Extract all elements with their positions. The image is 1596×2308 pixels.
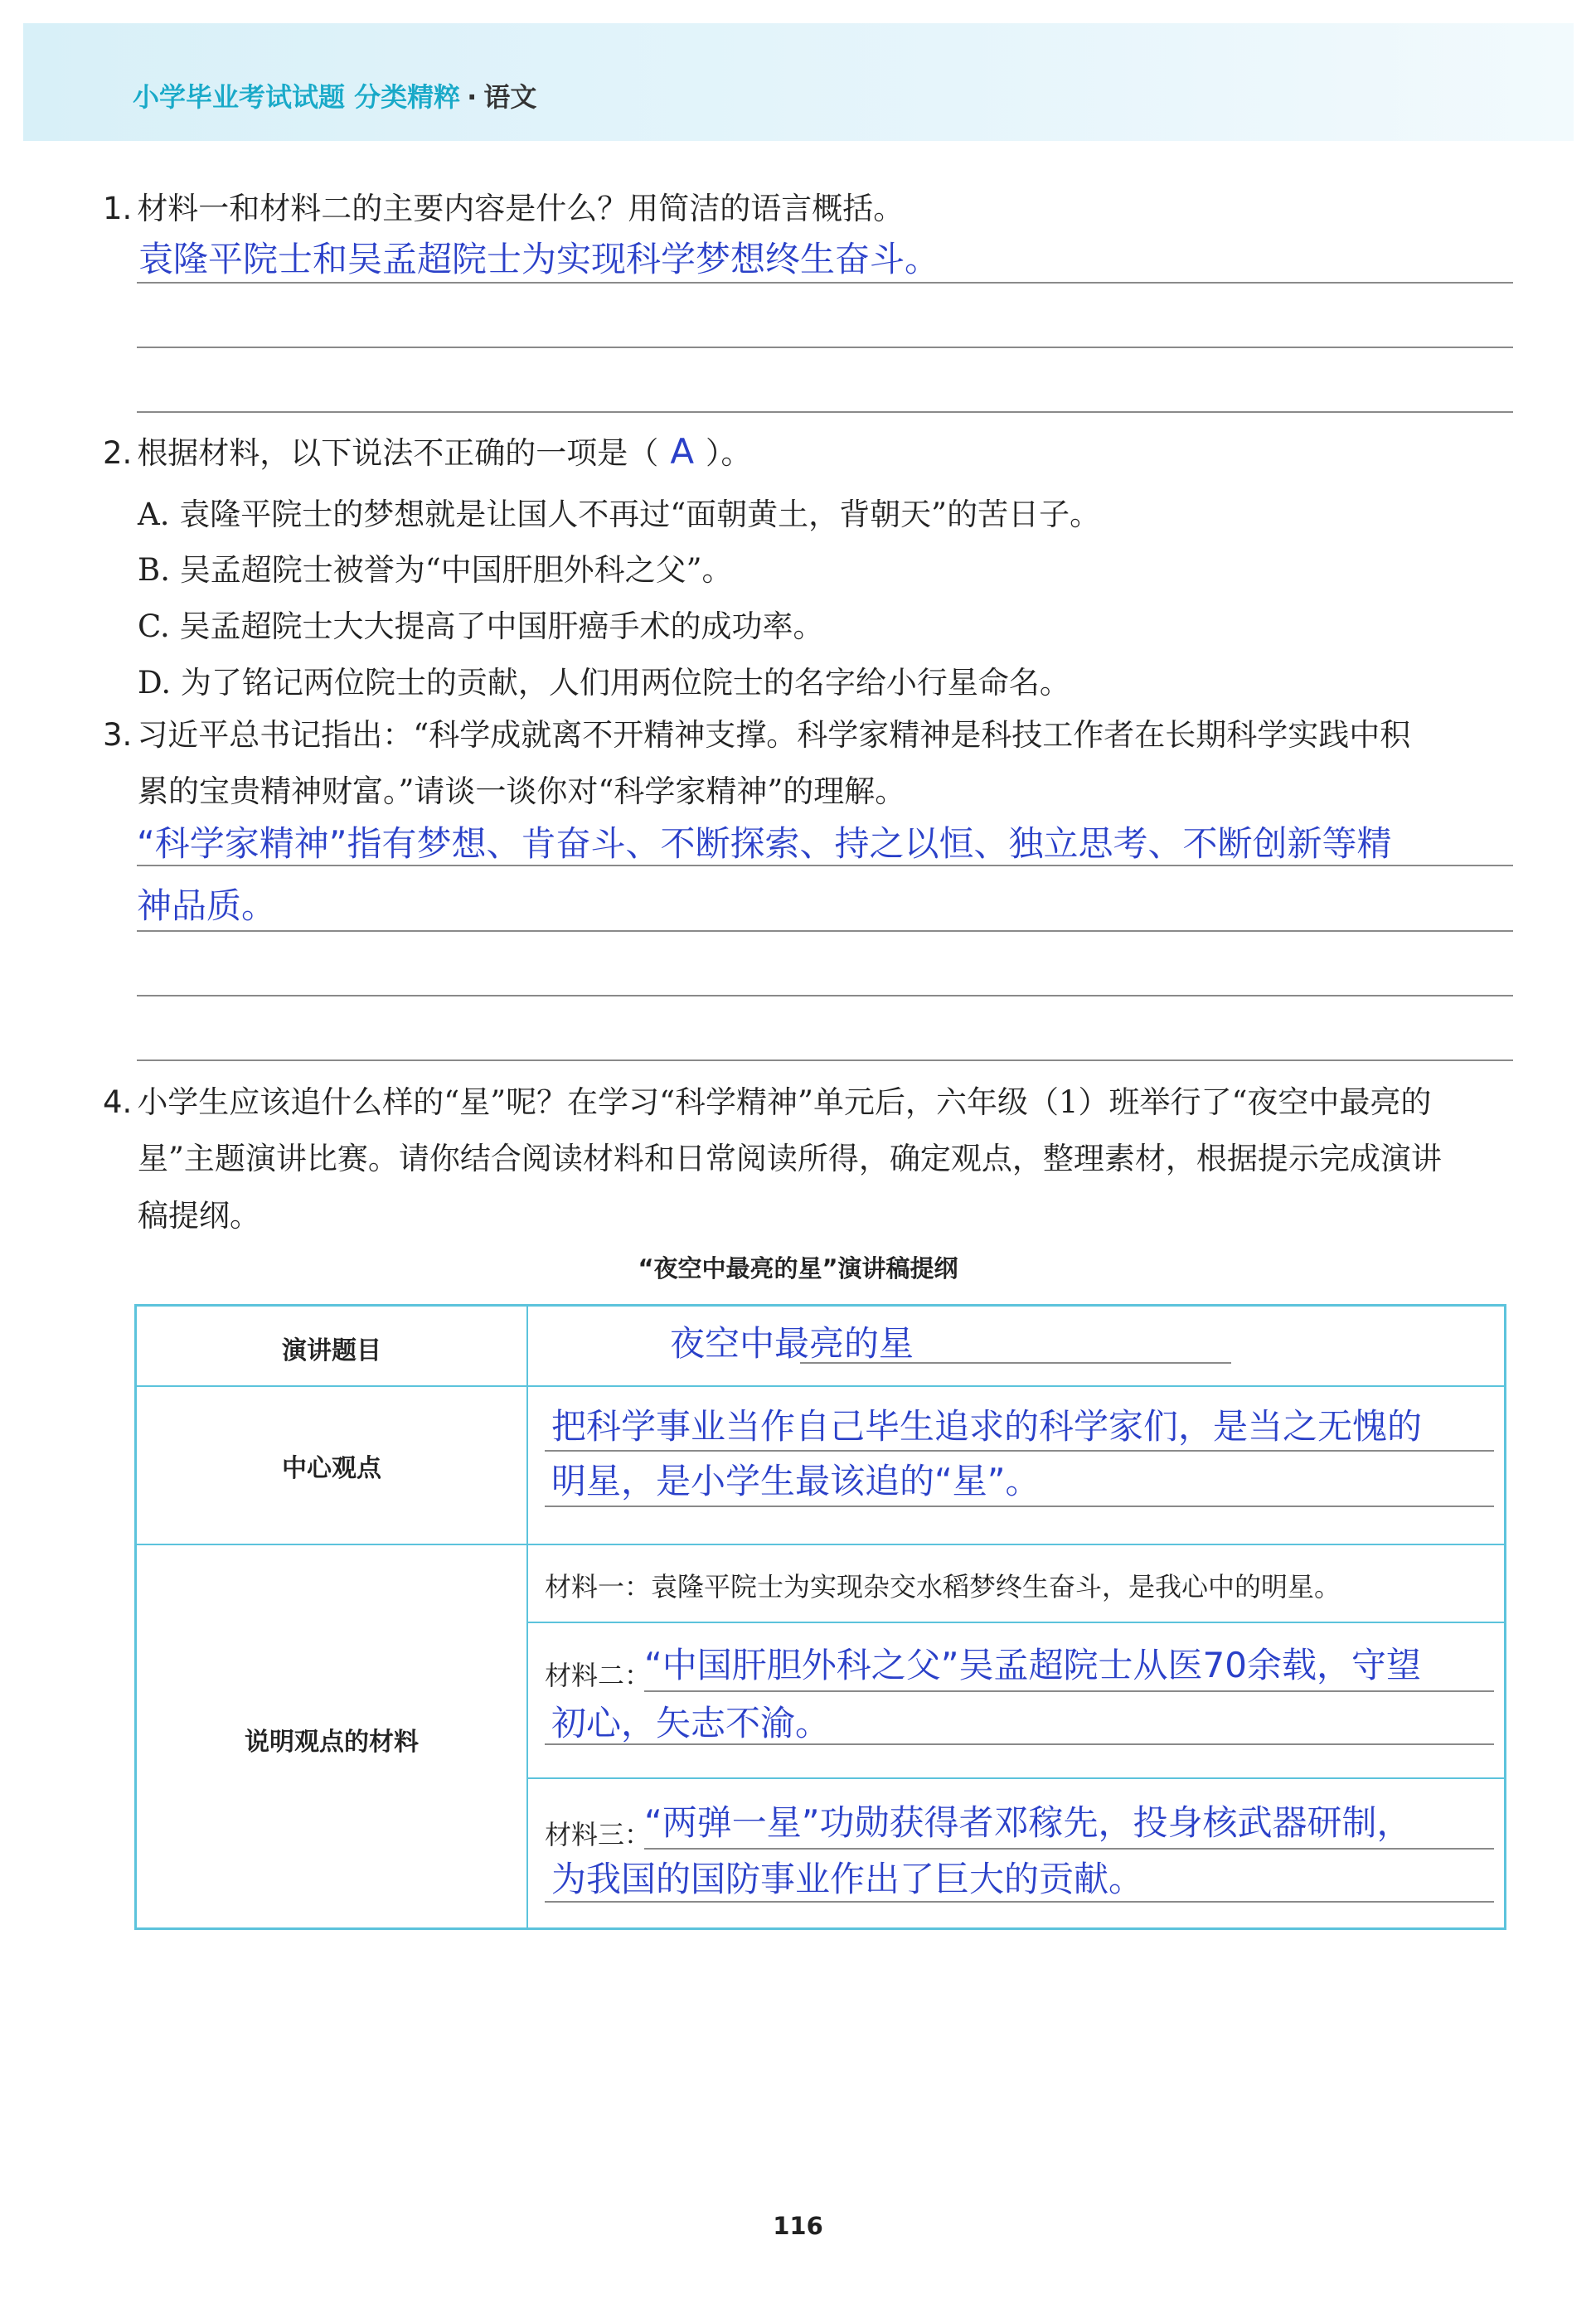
central-answer-line1: 把科学事业当作自己毕生追求的科学家们，是当之无愧的 (551, 1406, 1423, 1447)
answer-line (137, 282, 1513, 284)
question-4-cont: 星”主题演讲比赛。请你结合阅读材料和日常阅读所得，确定观点，整理素材，根据提示完成演讲 (138, 1141, 1442, 1176)
page-number: 116 (773, 2212, 823, 2240)
question-text-end: ）。 (706, 435, 752, 471)
answer-line (800, 1362, 1231, 1364)
column-divider (526, 1307, 528, 1927)
running-header (133, 76, 536, 114)
answer-line (137, 865, 1513, 866)
material-1: 材料一：袁隆平院士为实现杂交水稻梦终生奋斗，是我心中的明星。 (545, 1571, 1341, 1603)
central-label: 中心观点 (282, 1454, 381, 1483)
q1-answer: 袁隆平院士和吴孟超院士为实现科学梦想终生奋斗。 (138, 239, 940, 279)
row-divider (528, 1777, 1504, 1779)
answer-line (137, 930, 1513, 932)
question-number: 4. (103, 1084, 133, 1120)
option-b: B. 吴孟超院士被誉为“中国肝胆外科之父”。 (138, 552, 733, 588)
outline-title: “夜空中最亮的星”演讲稿提纲 (638, 1254, 958, 1282)
material-3-answer-line2: 为我国的国防事业作出了巨大的贡献。 (551, 1859, 1144, 1899)
answer-line (545, 1450, 1494, 1452)
row-divider (137, 1544, 1504, 1545)
topic-answer: 夜空中最亮的星 (669, 1323, 914, 1364)
row-divider (528, 1622, 1504, 1623)
q3-answer-line1: “科学家精神”指有梦想、肯奋斗、不断探索、持之以恒、独立思考、不断创新等精 (137, 823, 1392, 864)
answer-line (644, 1848, 1494, 1850)
question-number: 2. (103, 435, 133, 471)
answer-line (137, 411, 1513, 413)
central-answer-line2: 明星，是小学生最该追的“星”。 (551, 1461, 1041, 1501)
material-3-prefix: 材料三： (545, 1819, 652, 1850)
material-3-answer-line1: “两弹一星”功勋获得者邓稼先，投身核武器研制， (644, 1802, 1412, 1843)
material-2-answer-line1: “中国肝胆外科之父”吴孟超院士从医70余载，守望 (644, 1645, 1421, 1685)
question-4-cont: 稿提纲。 (138, 1198, 260, 1234)
question-2 (103, 423, 752, 482)
question-number: 3. (103, 717, 133, 753)
question-3 (103, 706, 1410, 764)
answer-line (137, 1059, 1513, 1061)
answer-line (545, 1743, 1494, 1745)
option-c: C. 吴孟超院士大大提高了中国肝癌手术的成功率。 (138, 609, 824, 644)
q3-answer-line2: 神品质。 (137, 885, 277, 926)
option-a: A. 袁隆平院士的梦想就是让国人不再过“面朝黄土，背朝天”的苦日子。 (138, 497, 1101, 532)
outline-table (134, 1304, 1506, 1930)
answer-line (545, 1506, 1494, 1507)
material-2-prefix: 材料二： (545, 1660, 652, 1691)
topic-label: 演讲题目 (282, 1336, 381, 1365)
question-text: 根据材料，以下说法不正确的一项是（ (137, 435, 659, 471)
question-4 (103, 1074, 1431, 1132)
materials-label: 说明观点的材料 (245, 1728, 419, 1757)
answer-line (644, 1690, 1494, 1692)
answer-line (545, 1901, 1494, 1903)
answer-line (137, 995, 1513, 996)
question-number: 1. (103, 191, 133, 226)
row-divider (137, 1385, 1504, 1387)
subject-label: 语文 (483, 81, 537, 113)
question-text: 材料一和材料二的主要内容是什么？用简洁的语言概括。 (137, 191, 905, 226)
question-3-cont: 累的宝贵精神财富。”请谈一谈你对“科学家精神”的理解。 (138, 773, 906, 809)
question-text: 习近平总书记指出：“科学成就离不开精神支撑。科学家精神是科技工作者在长期科学实践中积 (137, 717, 1411, 753)
book-title: 小学毕业考试试题 分类精粹 (133, 81, 461, 113)
material-2-answer-line2: 初心，矢志不渝。 (551, 1703, 831, 1743)
option-d: D. 为了铭记两位院士的贡献，人们用两位院士的名字给小行星命名。 (138, 665, 1070, 701)
question-text: 小学生应该追什么样的“星”呢？在学习“科学精神”单元后，六年级（1）班举行了“夜空中最亮的 (137, 1084, 1432, 1120)
q2-answer: A (670, 431, 695, 472)
question-1 (103, 180, 904, 238)
answer-line (137, 347, 1513, 348)
header-separator: · (467, 81, 478, 113)
